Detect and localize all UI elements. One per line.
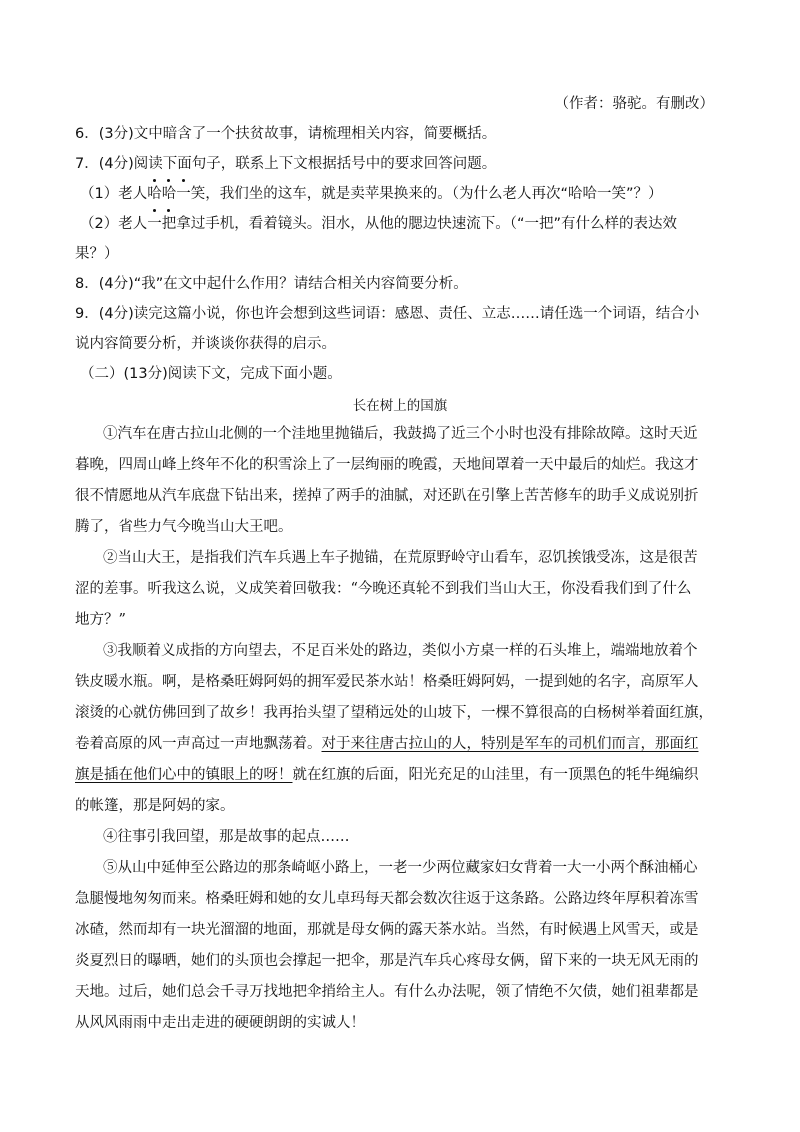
paragraph-3-line: 滚烫的心就仿佛回到了故乡！我再抬头望了望稍远处的山坡下，一棵不算很高的白杨树举着面红旗，	[75, 705, 713, 721]
q7-2-emphasis-char: 把	[162, 213, 177, 235]
paragraph-2-line: ②当山大王，是指我们汽车兵遇上车子抛锚，在荒原野岭守山看车，忍饥挨饿受冻，这是很苦	[103, 550, 698, 566]
question-7: 7．(4分)阅读下面句子，联系上下文根据括号中的要求回答问题。	[75, 156, 497, 172]
question-8: 8．(4分)“我”在文中起什么作用？请结合相关内容简要分析。	[75, 276, 468, 292]
q7-2-emphasis-char: 一	[147, 213, 162, 235]
q7-1-prefix: （1）老人	[80, 186, 148, 202]
paragraph-5-line: 炎夏烈日的曝晒，她们的头顶也会撑起一把伞，那是汽车兵心疼母女俩，留下来的一块无风无雨的	[75, 953, 699, 969]
paragraph-3-line	[75, 764, 699, 786]
q7-1-emphasis-char: 哈	[147, 183, 162, 205]
paragraph-3-line: 的帐篷，那是阿妈的家。	[75, 798, 235, 814]
paragraph-3-text: 卷着高原的风一声高过一声地飘荡着。	[75, 736, 322, 752]
story-title: 长在树上的国旗	[352, 398, 448, 414]
underlined-sentence: 对于来往唐古拉山的人，特别是军车的司机们而言，那面红	[321, 736, 699, 752]
q7-1-rest: 笑，我们坐的这车，就是卖苹果换来的。（为什么老人再次“哈哈一笑”？）	[190, 186, 663, 202]
paragraph-1-line: ①汽车在唐古拉山北侧的一个洼地里抛锚后，我鼓捣了近三个小时也没有排除故障。这时天近	[103, 426, 698, 442]
paragraph-1-line: 暮晚，四周山峰上终年不化的积雪涂上了一层绚丽的晚霞，天地间罩着一天中最后的灿烂。我这才	[75, 457, 699, 473]
paragraph-2-line: 地方？”	[75, 612, 126, 628]
q7-2-prefix: （2）老人	[80, 216, 148, 232]
q7-1-emphasis-char: 一	[176, 183, 191, 205]
question-7-1	[80, 183, 663, 205]
paragraph-5-line: ⑤从山中延伸至公路边的那条崎岖小路上，一老一少两位藏家妇女背着一大一小两个酥油桶心	[103, 860, 698, 876]
paragraph-5-line: 冰碴，然而却有一块光溜溜的地面，那就是母女俩的露天茶水站。当然，有时候遇上风雪天，或是	[75, 922, 699, 938]
paragraph-3-line: ③我顺着义成指的方向望去，不足百米处的路边，类似小方桌一样的石头堆上，端端地放着个	[103, 643, 698, 659]
question-9-line-2: 说内容简要分析，并谈谈你获得的启示。	[75, 336, 336, 352]
paragraph-1-line: 很不情愿地从汽车底盘下钻出来，搓掉了两手的油腻，对还趴在引擎上苦苦修车的助手义成说别折	[75, 488, 699, 504]
paragraph-2-line: 涩的差事。听我这么说，义成笑着回敬我：“今晚还真轮不到我们当山大王，你没看我们到了什么	[75, 581, 692, 597]
question-7-2	[80, 213, 677, 235]
paragraph-5-line: 天地。过后，她们总会千寻万找地把伞捎给主人。有什么办法呢，领了情绝不欠债，她们祖辈都是	[75, 984, 699, 1000]
question-9-line-1: 9．(4分)读完这篇小说，你也许会想到这些词语：感恩、责任、立志……请任选一个词语，结合小	[75, 306, 700, 322]
q7-1-emphasis-char: 哈	[162, 183, 177, 205]
question-7-2-continued: 果？）	[75, 246, 119, 262]
paragraph-1-line: 腾了，省些力气今晚当山大王吧。	[75, 519, 293, 535]
paragraph-4: ④往事引我回望，那是故事的起点……	[103, 829, 350, 845]
paragraph-5-line: 从风风雨雨中走出走进的硬硬朗朗的实诚人！	[75, 1015, 365, 1031]
q7-2-rest: 拿过手机，看着镜头。泪水，从他的腮边快速流下。（“一把”有什么样的表达效	[176, 216, 678, 232]
underlined-sentence: 旗是插在他们心中的镇眼上的呀！	[75, 767, 293, 783]
paragraph-3-line: 铁皮暖水瓶。啊，是格桑旺姆阿妈的拥军爱民茶水站！格桑旺姆阿妈，一提到她的名字，高原军人	[75, 674, 699, 690]
section-2-heading: （二）(13分)阅读下文，完成下面小题。	[80, 366, 342, 382]
source-credit: （作者：骆驼。有删改）	[554, 96, 714, 112]
paragraph-5-line: 急腿慢地匆匆而来。格桑旺姆和她的女儿卓玛每天都会数次往返于这条路。公路边终年厚积着冻雪	[75, 891, 699, 907]
paragraph-3-text: 就在红旗的后面，阳光充足的山洼里，有一顶黑色的牦牛绳编织	[292, 767, 699, 783]
question-6: 6．(3分)文中暗含了一个扶贫故事，请梳理相关内容，简要概括。	[75, 126, 497, 142]
paragraph-3-line	[75, 733, 699, 755]
